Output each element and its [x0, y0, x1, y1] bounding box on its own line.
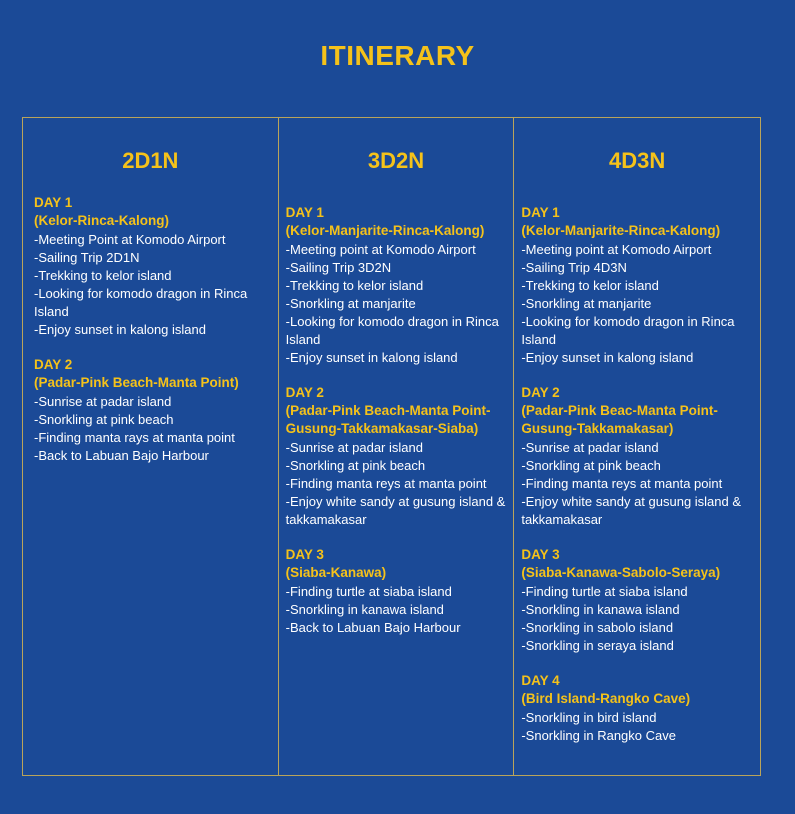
day-list: [286, 204, 508, 654]
activity-item: -Enjoy sunset in kalong island: [285, 350, 458, 365]
activity-item: -Looking for komodo dragon in Rinca Island: [34, 286, 248, 319]
day-route: (Kelor-Manjarite-Rinca-Kalong): [285, 223, 485, 238]
activity-item: -Back to Labuan Bajo Harbour: [34, 448, 209, 463]
day-label: DAY 2: [521, 385, 560, 400]
page-title: ITINERARY: [320, 40, 475, 71]
day-route: (Padar-Pink Beac-Manta Point-Gusung-Takkamakasar): [521, 403, 718, 436]
day-label: DAY 4: [521, 673, 560, 688]
day-label: DAY 3: [285, 547, 324, 562]
activity-item: -Back to Labuan Bajo Harbour: [285, 620, 461, 635]
day-block: [521, 384, 754, 529]
activity-item: -Snorkling at manjarite: [521, 296, 652, 311]
day-route: (Padar-Pink Beach-Manta Point-Gusung-Takkamakasar-Siaba): [285, 403, 491, 436]
activity-item: -Snorkling at pink beach: [34, 412, 174, 427]
activity-item: -Trekking to kelor island: [521, 278, 659, 293]
activity-item: -Snorkling at manjarite: [285, 296, 416, 311]
activity-item: -Sunrise at padar island: [521, 440, 659, 455]
day-route: (Kelor-Manjarite-Rinca-Kalong): [521, 223, 721, 238]
activity-item: -Looking for komodo dragon in Rinca Island: [285, 314, 499, 347]
activity-item: -Snorkling in bird island: [521, 710, 657, 725]
activity-item: -Meeting point at Komodo Airport: [521, 242, 712, 257]
day-route: (Bird Island-Rangko Cave): [521, 691, 691, 706]
activity-item: -Meeting Point at Komodo Airport: [34, 232, 226, 247]
day-block: [286, 546, 508, 637]
day-block: [286, 384, 508, 529]
day-block: [521, 546, 754, 655]
activity-item: -Finding turtle at siaba island: [521, 584, 688, 599]
day-label: DAY 3: [521, 547, 560, 562]
day-block: [34, 194, 272, 339]
day-label: DAY 1: [34, 195, 73, 210]
activity-item: -Finding manta rays at manta point: [34, 430, 235, 445]
activity-item: -Sailing Trip 2D1N: [34, 250, 140, 265]
activity-item: -Sailing Trip 4D3N: [521, 260, 627, 275]
day-label: DAY 1: [285, 205, 324, 220]
day-route: (Kelor-Rinca-Kalong): [34, 213, 169, 228]
day-block: [521, 204, 754, 367]
package-column-3d2n: [279, 118, 515, 775]
activity-item: -Finding manta reys at manta point: [285, 476, 487, 491]
package-title: 4D3N: [609, 148, 666, 173]
day-route: (Padar-Pink Beach-Manta Point): [34, 375, 239, 390]
activity-item: -Enjoy sunset in kalong island: [521, 350, 694, 365]
activity-item: -Sailing Trip 3D2N: [285, 260, 392, 275]
activity-item: -Enjoy white sandy at gusung island & takkamakasar: [521, 494, 742, 527]
activity-item: -Finding manta reys at manta point: [521, 476, 723, 491]
activity-item: -Sunrise at padar island: [34, 394, 172, 409]
package-title: 3D2N: [367, 148, 425, 173]
day-list: [521, 204, 754, 762]
day-block: [34, 356, 272, 465]
package-title: 2D1N: [122, 148, 179, 173]
activity-item: -Snorkling in kanawa island: [521, 602, 680, 617]
activity-item: -Enjoy sunset in kalong island: [34, 322, 206, 337]
activity-item: -Meeting point at Komodo Airport: [285, 242, 476, 257]
activity-item: -Snorkling at pink beach: [285, 458, 426, 473]
day-label: DAY 1: [521, 205, 560, 220]
activity-item: -Looking for komodo dragon in Rinca Island: [521, 314, 735, 347]
day-list: [34, 194, 272, 482]
activity-item: -Snorkling in seraya island: [521, 638, 674, 653]
activity-item: -Sunrise at padar island: [285, 440, 423, 455]
day-block: [521, 672, 754, 745]
activity-item: -Enjoy white sandy at gusung island & takkamakasar: [285, 494, 506, 527]
activity-item: -Finding turtle at siaba island: [285, 584, 452, 599]
activity-item: -Trekking to kelor island: [285, 278, 424, 293]
activity-item: -Snorkling at pink beach: [521, 458, 661, 473]
day-route: (Siaba-Kanawa): [285, 565, 387, 580]
activity-item: -Trekking to kelor island: [34, 268, 172, 283]
day-label: DAY 2: [285, 385, 324, 400]
activity-item: -Snorkling in sabolo island: [521, 620, 674, 635]
activity-item: -Snorkling in kanawa island: [285, 602, 444, 617]
day-route: (Siaba-Kanawa-Sabolo-Seraya): [521, 565, 721, 580]
package-column-2d1n: [23, 118, 279, 775]
day-block: [286, 204, 508, 367]
package-column-4d3n: [514, 118, 760, 775]
day-label: DAY 2: [34, 357, 73, 372]
activity-item: -Snorkling in Rangko Cave: [521, 728, 676, 743]
itinerary-table: [22, 117, 761, 776]
